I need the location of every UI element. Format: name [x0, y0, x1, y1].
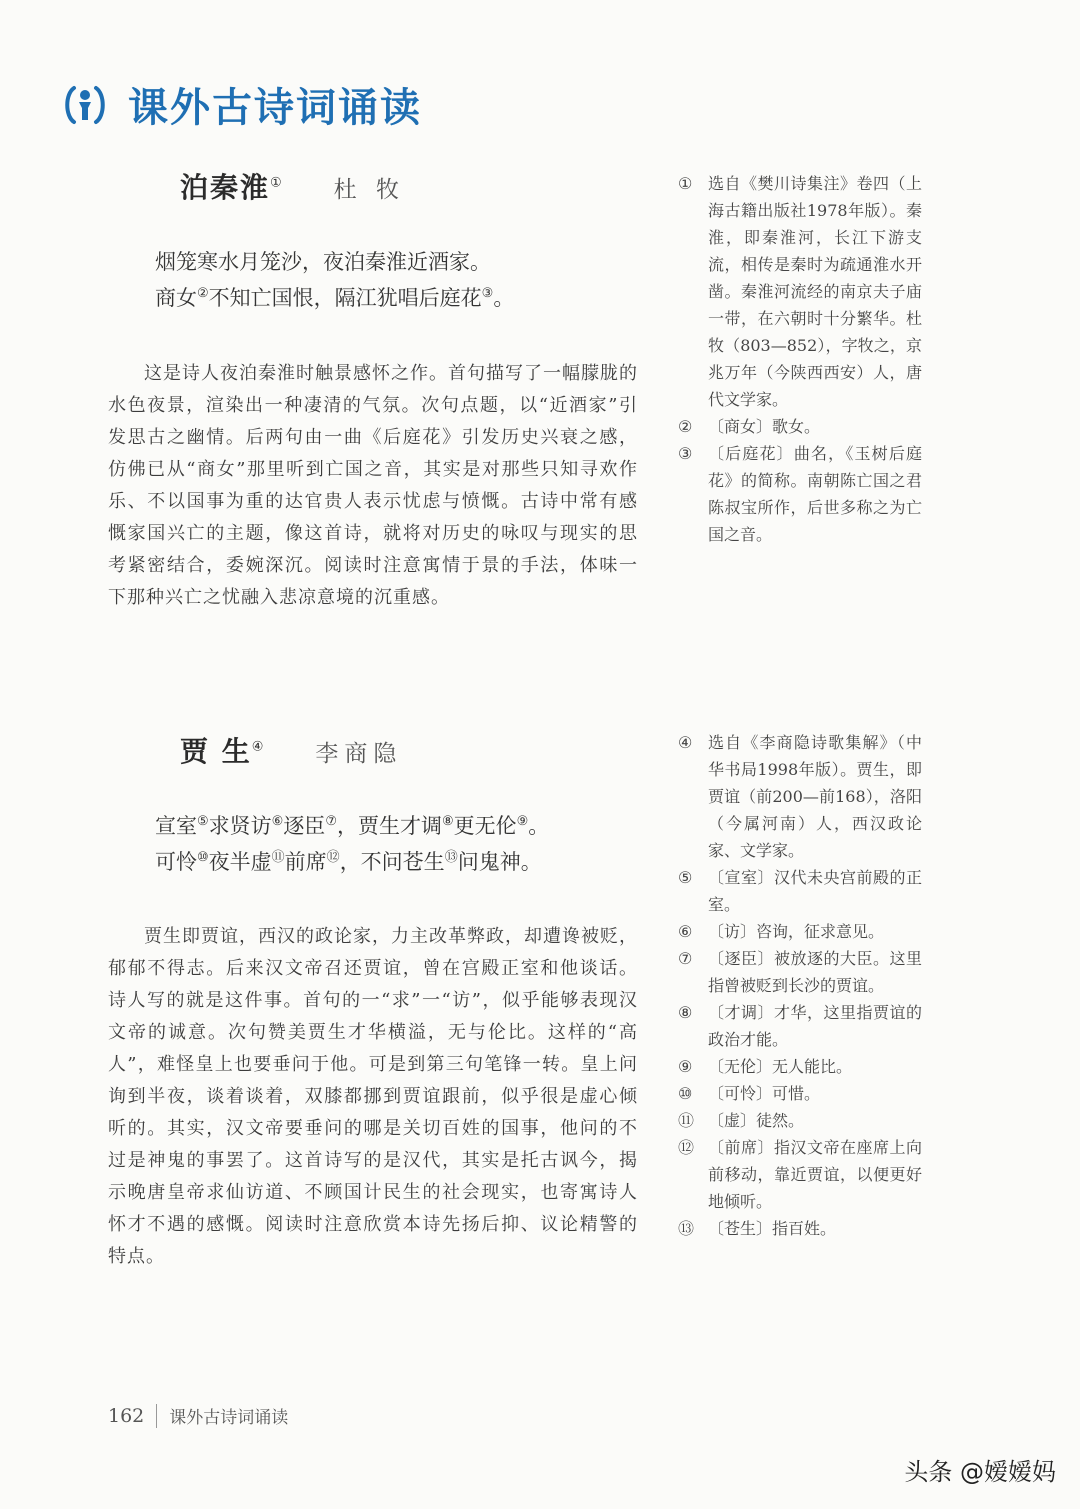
- footnote-text: 〔商女〕歌女。: [708, 417, 821, 436]
- footnote-number: ④: [678, 733, 693, 752]
- poem1-commentary: 这是诗人夜泊秦淮时触景感怀之作。首句描写了一幅朦胧的水色夜景，渲染出一种凄清的气氛。次句点题，以“近酒家”引发思古之幽情。后两句由一曲《后庭花》引发历史兴衰之感，仿佛已从“商女”那里听到亡国之音，其实是对那些只知寻欢作乐、不以国事为重的达官贵人表示忧虑与愤慨。古诗中常有感慨家国兴亡的主题，像这首诗，就将对历史的咏叹与现实的思考紧密结合，委婉深沉。阅读时注意寓情于景的手法，体味一下那种兴亡之忧融入悲凉意境的沉重感。: [108, 363, 638, 608]
- footnote: [678, 864, 922, 918]
- line-text: 问鬼神。: [457, 850, 542, 874]
- line-text: 。: [493, 286, 515, 310]
- note-marker: ⑪: [271, 850, 285, 865]
- note-marker: ⑥: [271, 814, 284, 829]
- line-text: 更无伦: [453, 814, 517, 838]
- footnote: [678, 1134, 922, 1215]
- footnote-number: ③: [678, 444, 693, 463]
- footnote-text: 〔可怜〕可惜。: [708, 1084, 821, 1103]
- footnote-number: ⑬: [678, 1219, 695, 1238]
- footnote: [678, 999, 922, 1053]
- line-text: ，不问苍生: [339, 850, 445, 874]
- footer-section: 课外古诗词诵读: [169, 1408, 289, 1428]
- footnote-text: 〔虚〕徒然。: [708, 1111, 805, 1130]
- footnote-number: ⑦: [678, 949, 693, 968]
- footnote-number: ⑥: [678, 922, 693, 941]
- line-text: 前席: [284, 850, 327, 874]
- footnote-number: ⑤: [678, 868, 693, 887]
- note-marker: ⑤: [197, 814, 209, 829]
- poem2-commentary: 贾生即贾谊，西汉的政论家，力主改革弊政，却遭谗被贬，郁郁不得志。后来汉文帝召还贾谊，曾在宫殿正室和他谈话。诗人写的就是这件事。首句的一“求”一“访”，似乎能够表现汉文帝的诚意。次句赞美贾生才华横溢，无与伦比。这样的“高人”，难怪皇上也要垂问于他。可是到第三句笔锋一转。皇上问询到半夜，谈着谈着，双膝都挪到贾谊跟前，似乎很是虚心倾听的。其实，汉文帝要垂问的哪是关切百姓的国事，他问的不过是神鬼的事罢了。这首诗写的是汉代，其实是托古讽今，揭示晚唐皇帝求仙访道、不顾国计民生的社会现实，也寄寓诗人怀才不遇的感慨。阅读时注意欣赏本诗先扬后抑、议论精警的特点。: [108, 926, 638, 1267]
- footnote-text: 选自《李商隐诗歌集解》（中华书局1998年版）。贾生，即贾谊（前200—前168），洛阳（今属河南）人，西汉政论家、文学家。: [708, 733, 922, 860]
- footnote-number: ②: [678, 417, 693, 436]
- poem1-notes: [678, 170, 922, 548]
- footnote: [678, 918, 922, 945]
- section-header: [62, 76, 422, 133]
- footnote: [678, 1215, 922, 1242]
- footnote-number: ①: [678, 174, 693, 193]
- footnote-number: ⑫: [678, 1138, 695, 1157]
- poem2-notes: [678, 729, 922, 1242]
- section-title: 课外古诗词诵读: [128, 85, 422, 131]
- poem2-text: [155, 808, 549, 880]
- poem2-author: 李商隐: [315, 741, 403, 767]
- footnote-number: ⑩: [678, 1084, 693, 1103]
- footnote: [678, 945, 922, 999]
- line-text: 可怜: [155, 850, 197, 874]
- line-text: 求贤访: [208, 814, 272, 838]
- page-footer: [108, 1403, 288, 1428]
- footnote: [678, 413, 922, 440]
- footnote: [678, 170, 922, 413]
- poem1-line: [155, 244, 514, 280]
- watermark: 头条 @嫒嫒妈: [904, 1458, 1056, 1486]
- note-marker: ⑩: [197, 850, 209, 865]
- note-marker: ⑬: [444, 850, 458, 865]
- footnote-number: ⑨: [678, 1057, 693, 1076]
- poem1-title-note: ①: [270, 175, 284, 191]
- poem1-text: [155, 244, 514, 316]
- page-number: 162: [108, 1404, 145, 1427]
- footnote-text: 〔前席〕指汉文帝在座席上向前移动，靠近贾谊，以便更好地倾听。: [708, 1138, 922, 1211]
- footnote-text: 〔访〕咨询，征求意见。: [708, 922, 885, 941]
- poem2-title: 贾 生④: [180, 735, 266, 768]
- poem2-heading: [180, 730, 402, 770]
- footnote-text: 〔宣室〕汉代未央宫前殿的正室。: [708, 868, 922, 914]
- footnote-text: 〔无伦〕无人能比。: [708, 1057, 853, 1076]
- footnote-text: 〔逐臣〕被放逐的大臣。这里指曾被贬到长沙的贾谊。: [708, 949, 922, 995]
- line-text: 商女: [155, 286, 197, 310]
- line-text: 不知亡国恨，隔江犹唱后庭花: [208, 286, 482, 310]
- note-marker: ⑫: [326, 850, 340, 865]
- footnote-text: 〔才调〕才华，这里指贾谊的政治才能。: [708, 1003, 922, 1049]
- note-marker: ③: [481, 286, 494, 301]
- note-marker: ⑧: [441, 814, 454, 829]
- line-text: 逐臣: [283, 814, 326, 838]
- footnote: [678, 729, 922, 864]
- footnote: [678, 1053, 922, 1080]
- poem2-title-note: ④: [251, 739, 266, 755]
- footnote-number: ⑪: [678, 1111, 695, 1130]
- line-text: 宣室: [155, 814, 197, 838]
- footnote: [678, 1107, 922, 1134]
- footnote-number: ⑧: [678, 1003, 693, 1022]
- footnote-text: 〔苍生〕指百姓。: [708, 1219, 837, 1238]
- note-marker: ②: [197, 286, 209, 301]
- poem1-author: 杜 牧: [333, 177, 405, 203]
- line-text: 。: [528, 814, 550, 838]
- line-text: 夜半虚: [208, 850, 272, 874]
- note-marker: ⑦: [325, 814, 337, 829]
- poem2-line: [155, 844, 549, 880]
- poem1-heading: [180, 166, 405, 206]
- footnote-text: 〔后庭花〕曲名，《玉树后庭花》的简称。南朝陈亡国之君陈叔宝所作，后世多称之为亡国之音。: [708, 444, 922, 544]
- line-text: 烟笼寒水月笼沙，夜泊秦淮近酒家。: [155, 250, 491, 274]
- footnote: [678, 440, 922, 548]
- footer-divider: [156, 1404, 157, 1428]
- note-marker: ⑨: [516, 814, 529, 829]
- section-logo-icon: [62, 82, 108, 128]
- poem2-line: [155, 808, 549, 844]
- poem1-title: 泊秦淮①: [180, 171, 284, 204]
- footnote-text: 选自《樊川诗集注》卷四（上海古籍出版社1978年版）。秦淮，即秦淮河，长江下游支流，相传是秦时为疏通淮水开凿。秦淮河流经的南京夫子庙一带，在六朝时十分繁华。杜牧（803—852），字牧之，京兆万年（今陕西西安）人，唐代文学家。: [708, 174, 922, 409]
- footnote: [678, 1080, 922, 1107]
- poem1-line: [155, 280, 514, 316]
- line-text: ，贾生才调: [336, 814, 442, 838]
